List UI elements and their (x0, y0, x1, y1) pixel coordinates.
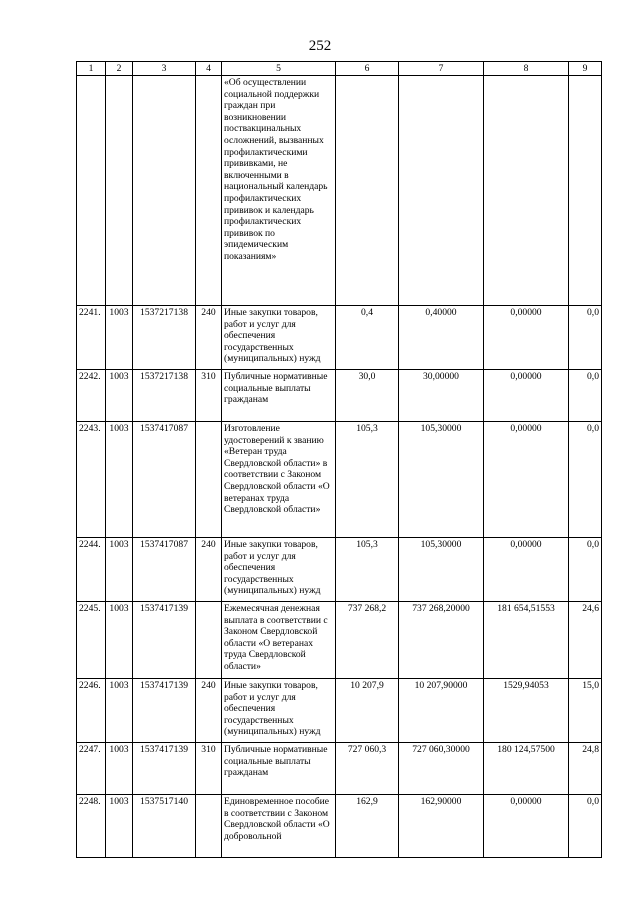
executed-cell: 181 654,51553 (484, 602, 569, 679)
expense-type-cell: 310 (196, 743, 222, 795)
column-header: 9 (569, 62, 602, 76)
section-code-cell: 1003 (106, 679, 133, 743)
row-number-cell: 2247. (77, 743, 106, 795)
column-header: 5 (222, 62, 336, 76)
target-code-cell: 1537217138 (133, 370, 196, 422)
refined-plan-cell: 0,40000 (399, 306, 484, 370)
percent-cell: 15,0 (569, 679, 602, 743)
table-row (77, 538, 602, 602)
section-code-cell: 1003 (106, 306, 133, 370)
row-number-cell: 2242. (77, 370, 106, 422)
column-header: 6 (336, 62, 399, 76)
percent-cell: 0,0 (569, 306, 602, 370)
plan-cell: 727 060,3 (336, 743, 399, 795)
target-code-cell: 1537417139 (133, 743, 196, 795)
executed-cell: 0,00000 (484, 422, 569, 538)
expense-type-cell (196, 422, 222, 538)
plan-cell: 162,9 (336, 795, 399, 858)
column-header: 3 (133, 62, 196, 76)
refined-plan-cell: 30,00000 (399, 370, 484, 422)
header-row (77, 62, 602, 76)
section-code-cell: 1003 (106, 538, 133, 602)
plan-cell: 105,3 (336, 422, 399, 538)
item-name-cell: Публичные нормативные социальные выплаты гражданам (222, 743, 336, 795)
executed-cell: 180 124,57500 (484, 743, 569, 795)
row-number-cell: 2245. (77, 602, 106, 679)
table-row (77, 743, 602, 795)
section-code-cell: 1003 (106, 795, 133, 858)
row-number-cell: 2241. (77, 306, 106, 370)
table-row (77, 422, 602, 538)
section-code-cell: 1003 (106, 370, 133, 422)
percent-cell (569, 76, 602, 306)
target-code-cell: 1537417139 (133, 602, 196, 679)
column-header: 2 (106, 62, 133, 76)
executed-cell: 0,00000 (484, 795, 569, 858)
refined-plan-cell: 105,30000 (399, 538, 484, 602)
plan-cell (336, 76, 399, 306)
table-row (77, 602, 602, 679)
row-number-cell: 2248. (77, 795, 106, 858)
expense-type-cell: 240 (196, 538, 222, 602)
item-name-cell: Публичные нормативные социальные выплаты гражданам (222, 370, 336, 422)
percent-cell: 24,6 (569, 602, 602, 679)
plan-cell: 10 207,9 (336, 679, 399, 743)
percent-cell: 0,0 (569, 370, 602, 422)
target-code-cell: 1537417087 (133, 538, 196, 602)
item-name-cell: Ежемесячная денежная выплата в соответствии с Законом Свердловской области «О ветеранах труда Свердловской области» (222, 602, 336, 679)
column-header: 8 (484, 62, 569, 76)
refined-plan-cell (399, 76, 484, 306)
item-name-cell: «Об осуществлении социальной поддержки граждан при возникновении поствакцинальных осложнений, вызванных профилактическими прививками, не включенными в национальный календарь профилактических прививок и календарь профилактических прививок по эпидемическим показаниям» (222, 76, 336, 306)
refined-plan-cell: 10 207,90000 (399, 679, 484, 743)
percent-cell: 24,8 (569, 743, 602, 795)
expense-type-cell: 240 (196, 306, 222, 370)
percent-cell: 0,0 (569, 422, 602, 538)
table-row (77, 76, 602, 306)
plan-cell: 737 268,2 (336, 602, 399, 679)
row-number-cell: 2244. (77, 538, 106, 602)
refined-plan-cell: 737 268,20000 (399, 602, 484, 679)
percent-cell: 0,0 (569, 795, 602, 858)
plan-cell: 0,4 (336, 306, 399, 370)
percent-cell: 0,0 (569, 538, 602, 602)
executed-cell: 0,00000 (484, 538, 569, 602)
item-name-cell: Изготовление удостоверений к званию «Ветеран труда Свердловской области» в соответствии с Законом Свердловской области «О ветеранах труда Свердловской области» (222, 422, 336, 538)
expense-type-cell (196, 602, 222, 679)
item-name-cell: Иные закупки товаров, работ и услуг для обеспечения государственных (муниципальных) нужд (222, 538, 336, 602)
section-code-cell: 1003 (106, 743, 133, 795)
row-number-cell: 2243. (77, 422, 106, 538)
item-name-cell: Иные закупки товаров, работ и услуг для обеспечения государственных (муниципальных) нужд (222, 306, 336, 370)
page-number: 252 (308, 38, 332, 54)
plan-cell: 30,0 (336, 370, 399, 422)
row-number-cell: 2246. (77, 679, 106, 743)
expense-type-cell (196, 76, 222, 306)
column-header: 1 (77, 62, 106, 76)
executed-cell: 1529,94053 (484, 679, 569, 743)
target-code-cell: 1537217138 (133, 306, 196, 370)
section-code-cell: 1003 (106, 422, 133, 538)
column-header: 7 (399, 62, 484, 76)
column-header: 4 (196, 62, 222, 76)
expense-type-cell: 240 (196, 679, 222, 743)
item-name-cell: Единовременное пособие в соответствии с Законом Свердловской области «О добровольной (222, 795, 336, 858)
refined-plan-cell: 162,90000 (399, 795, 484, 858)
budget-table (76, 61, 602, 858)
executed-cell: 0,00000 (484, 370, 569, 422)
refined-plan-cell: 727 060,30000 (399, 743, 484, 795)
expense-type-cell (196, 795, 222, 858)
target-code-cell (133, 76, 196, 306)
executed-cell: 0,00000 (484, 306, 569, 370)
refined-plan-cell: 105,30000 (399, 422, 484, 538)
executed-cell (484, 76, 569, 306)
section-code-cell (106, 76, 133, 306)
table-row (77, 370, 602, 422)
table-row (77, 306, 602, 370)
table-row (77, 795, 602, 858)
item-name-cell: Иные закупки товаров, работ и услуг для обеспечения государственных (муниципальных) нужд (222, 679, 336, 743)
expense-type-cell: 310 (196, 370, 222, 422)
target-code-cell: 1537417139 (133, 679, 196, 743)
plan-cell: 105,3 (336, 538, 399, 602)
target-code-cell: 1537517140 (133, 795, 196, 858)
target-code-cell: 1537417087 (133, 422, 196, 538)
row-number-cell (77, 76, 106, 306)
section-code-cell: 1003 (106, 602, 133, 679)
table-row (77, 679, 602, 743)
